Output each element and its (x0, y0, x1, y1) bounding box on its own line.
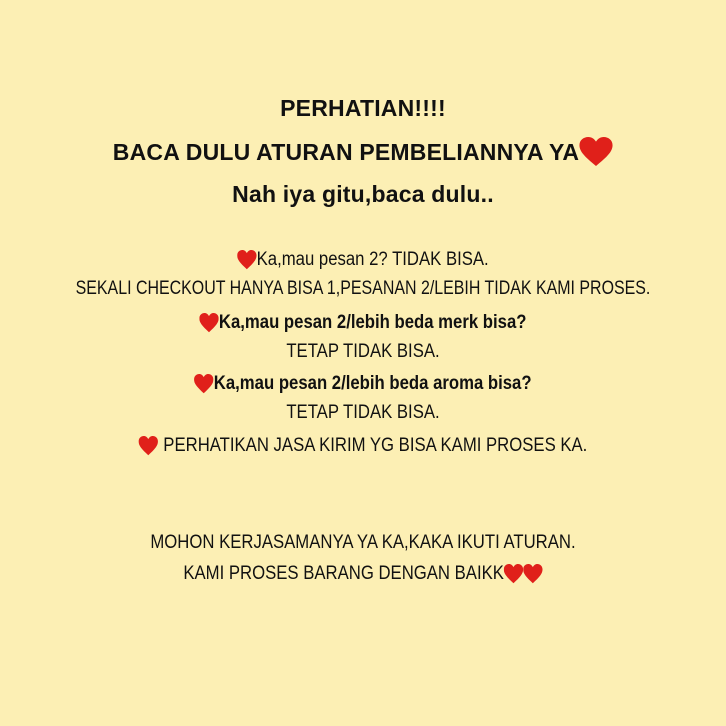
heart-icon (504, 564, 523, 584)
rule-6 (44, 400, 683, 426)
rule-7-text: PERHATIKAN JASA KIRIM YG BISA KAMI PROSES KA. (163, 435, 588, 456)
rule-6-text: TETAP TIDAK BISA. (286, 402, 440, 423)
rule-3 (44, 310, 683, 336)
tagline-text: Nah iya gitu,baca dulu.. (232, 180, 494, 207)
heart-icon (523, 564, 542, 584)
subtitle-line (0, 134, 726, 170)
heart-icon (579, 137, 613, 167)
rule-4 (44, 339, 683, 365)
rule-4-text: TETAP TIDAK BISA. (286, 341, 440, 362)
title-text: PERHATIAN!!!! (280, 94, 446, 121)
rule-2 (58, 276, 668, 302)
heart-icon (139, 436, 158, 456)
rule-2-text: SEKALI CHECKOUT HANYA BISA 1,PESANAN 2/LEBIH TIDAK KAMI PROSES. (75, 278, 651, 299)
tagline-line (0, 178, 726, 210)
rule-7 (44, 433, 683, 459)
rule-5-text: Ka,mau pesan 2/lebih beda aroma bisa? (213, 373, 532, 394)
rule-3-text: Ka,mau pesan 2/lebih beda merk bisa? (218, 312, 527, 333)
footer-line-1 (44, 530, 683, 556)
subtitle-text: BACA DULU ATURAN PEMBELIANNYA YA (112, 138, 580, 165)
title-line (0, 93, 726, 123)
heart-icon (200, 313, 219, 333)
footer-line-2 (44, 561, 683, 587)
rule-1 (44, 247, 683, 273)
heart-icon (194, 374, 213, 394)
footer-line-1-text: MOHON KERJASAMANYA YA KA,KAKA IKUTI ATURAN. (150, 532, 576, 553)
rule-1-text: Ka,mau pesan 2? TIDAK BISA. (256, 249, 489, 270)
heart-icon (237, 250, 256, 270)
footer-line-2-text: KAMI PROSES BARANG DENGAN BAIKK (183, 563, 504, 584)
rule-5 (44, 371, 683, 397)
